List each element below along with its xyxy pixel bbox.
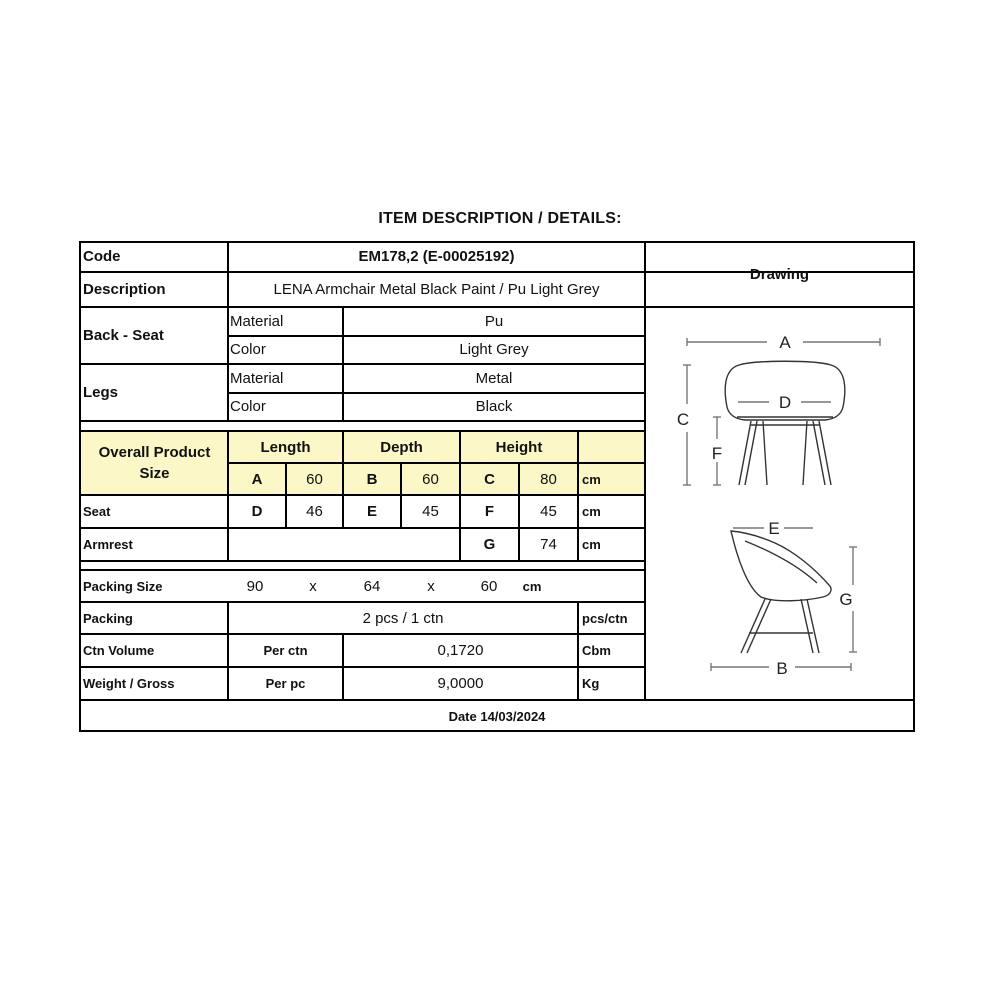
- dim-value-d: 46: [306, 503, 323, 520]
- weight-label: Weight / Gross: [83, 676, 175, 691]
- back-seat-material-label: Material: [230, 312, 284, 330]
- dim-key-c: C: [484, 470, 495, 488]
- legs-material-value: Metal: [475, 369, 513, 387]
- packing-unit: pcs/ctn: [582, 610, 628, 626]
- packing-value: 2 pcs / 1 ctn: [362, 609, 444, 627]
- weight-value: 9,0000: [437, 675, 484, 692]
- weight-per: Per pc: [265, 676, 306, 691]
- drawing-label-c: C: [676, 410, 690, 429]
- packing-label: Packing: [83, 610, 133, 626]
- drawing-label-e: E: [768, 519, 780, 538]
- back-seat-material-value: Pu: [484, 312, 504, 330]
- packing-size-sep: x: [427, 577, 435, 595]
- overall-size-label: Overall Product Size: [98, 444, 211, 482]
- page-title: ITEM DESCRIPTION / DETAILS:: [378, 210, 622, 227]
- ctn-volume-value: 0,1720: [437, 642, 484, 659]
- back-seat-color-value: Light Grey: [459, 341, 529, 358]
- armrest-label: Armrest: [83, 537, 133, 552]
- back-seat-color-label: Color: [230, 341, 266, 358]
- ctn-volume-per: Per ctn: [263, 643, 308, 658]
- legs-label: Legs: [83, 383, 119, 401]
- ctn-volume-unit: Cbm: [582, 643, 611, 658]
- drawing-label: Drawing: [749, 266, 810, 283]
- dim-value-a: 60: [306, 470, 323, 488]
- packing-size-height: 60: [480, 577, 498, 595]
- back-seat-label: Back - Seat: [83, 326, 164, 344]
- overall-unit: cm: [582, 471, 601, 487]
- row-divider: [79, 420, 645, 422]
- dim-value-f: 45: [540, 503, 557, 520]
- armrest-unit: cm: [582, 537, 601, 552]
- drawing-label-d: D: [778, 393, 792, 412]
- drawing-label-b: B: [776, 659, 788, 678]
- dim-key-e: E: [366, 503, 377, 520]
- legs-color-label: Color: [230, 398, 266, 415]
- dim-value-g: 74: [540, 536, 557, 553]
- description-value: LENA Armchair Metal Black Paint / Pu Light Grey: [273, 281, 600, 298]
- drawing-label-a: A: [779, 333, 791, 352]
- legs-color-value: Black: [475, 398, 513, 415]
- packing-size-unit: cm: [522, 578, 542, 594]
- packing-size-sep: x: [309, 577, 317, 595]
- packing-size-width: 64: [363, 577, 381, 595]
- chair-front-view-drawing: [645, 307, 915, 707]
- dim-key-b: B: [366, 470, 378, 488]
- height-header: Height: [495, 438, 543, 456]
- row-divider: [79, 560, 645, 562]
- drawing-label-f: F: [711, 444, 723, 463]
- dim-value-e: 45: [422, 503, 439, 520]
- code-value: EM178,2 (E-00025192): [358, 248, 515, 265]
- weight-unit: Kg: [582, 676, 600, 691]
- packing-size-label: Packing Size: [83, 578, 163, 594]
- description-label: Description: [83, 281, 166, 298]
- date-footer: Date 14/03/2024: [448, 708, 546, 724]
- code-label: Code: [83, 248, 121, 265]
- dim-key-g: G: [483, 536, 496, 553]
- depth-header: Depth: [380, 438, 423, 456]
- seat-unit: cm: [582, 504, 601, 519]
- ctn-volume-label: Ctn Volume: [83, 643, 155, 658]
- dim-value-c: 80: [540, 470, 557, 488]
- legs-material-label: Material: [230, 369, 284, 387]
- dim-key-a: A: [251, 470, 263, 488]
- dim-key-f: F: [484, 503, 495, 520]
- packing-size-length: 90: [246, 577, 264, 595]
- dim-value-b: 60: [422, 470, 439, 488]
- length-header: Length: [260, 438, 311, 456]
- seat-label: Seat: [83, 504, 111, 519]
- drawing-label-g: G: [839, 590, 853, 609]
- dim-key-d: D: [251, 503, 263, 520]
